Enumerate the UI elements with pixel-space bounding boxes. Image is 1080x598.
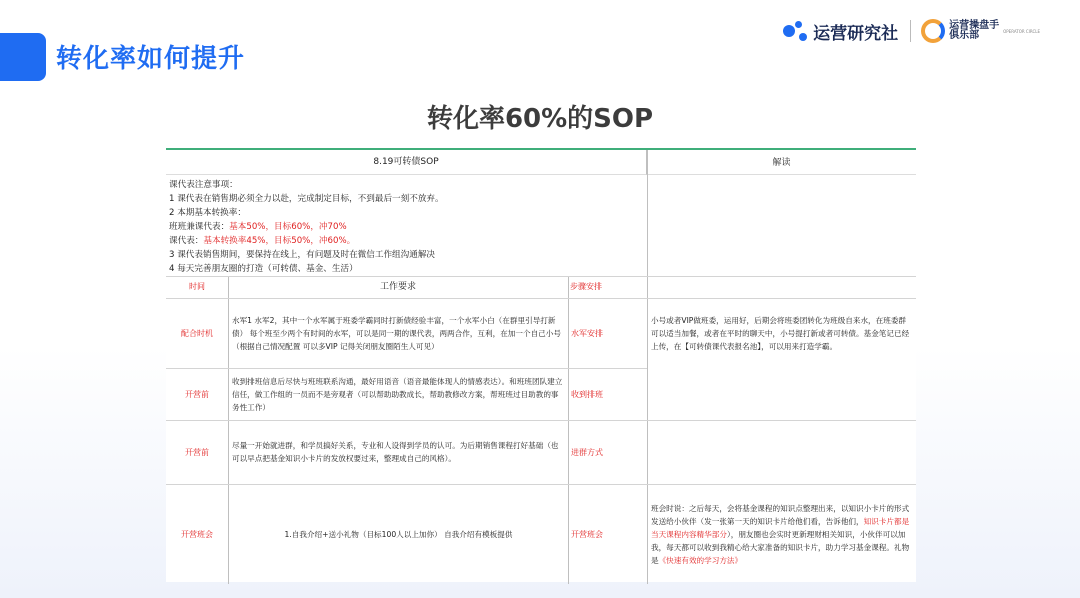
row-interpretation: 班会时说：之后每天，会将基金课程的知识点整理出来，以知识小卡片的形式发送给小伙伴（发一张第一天的知识卡片给他们看，告诉他们，知识卡片都是当天课程内容精华部分），朋友圈也会实时更新理财相关知识，小伙伴可以加我，每天都可以收到我精心给大家准备的知识卡片，助力学习基金课程。礼物是《快速有效的学习方法》 — [651, 504, 910, 565]
club-ring-icon — [921, 19, 945, 43]
brand-divider — [910, 20, 911, 42]
row-step: 水军安排 — [571, 328, 603, 338]
note-line: 1 课代表在销售期必须全力以赴，完成制定目标，不到最后一刻不放弃。 — [169, 194, 444, 204]
brand-logo — [783, 18, 1040, 44]
note-line: 3 课代表销售期间，要保持在线上，有问题及时在微信工作组沟通解决 — [169, 250, 436, 260]
row-interpretation: 小号或者VIP做班委，运用好，后期会将班委团转化为班级自来水，在班委群可以适当加餐，或者在平时的聊天中，小号提打新或者可转债。基金笔记已经上传，在【可转债课代表报名池】，可以用来打造学霸。 — [651, 315, 910, 351]
note-line: 4 每天完善朋友圈的打造（可转债、基金、生活） — [169, 264, 358, 274]
notes-block — [169, 178, 644, 276]
col-header-time: 时间 — [189, 282, 205, 291]
row-time: 开营班会 — [181, 530, 213, 539]
brand-name: 运营研究社 — [813, 23, 899, 44]
row-time: 开营前 — [185, 447, 209, 457]
col-header-requirement: 工作要求 — [379, 282, 416, 292]
note-line: 课代表注意事项： — [169, 180, 238, 190]
brand-dots-icon — [783, 21, 809, 41]
sop-title: 转化率60%的SOP — [426, 104, 654, 134]
note-line: 班班兼课代表：基本50%，目标60%，冲70% — [169, 222, 347, 232]
club-subtitle: OPERATOR CIRCLE — [1003, 28, 1040, 34]
row-requirement: 水军1 水军2，其中一个水军属于班委学霸同时打新债经验丰富，一个水军小白（在群里引导打新债） 每个班至少两个有时间的水军，可以是同一期的课代表，两两合作，互利，在加一个自己小号（根据自己情况配置 可以多VIP 记得关闭朋友圈陌生人可见） — [232, 315, 561, 351]
note-line: 课代表：基本转换率45%，目标50%，冲60%。 — [169, 236, 356, 246]
row-requirement: 尽量一开始就进群，和学员搞好关系，专业和人设得到学员的认可。为后期销售课程打好基础（也可以早点把基金知识小卡片的发放权要过来，整理成自己的风格）。 — [232, 441, 559, 463]
title-accent-bar — [0, 33, 46, 81]
sheet-header-left: 8.19可转债SOP — [166, 150, 647, 175]
club-name: 运营操盘手 俱乐部 — [949, 20, 1000, 41]
row-step: 收到排班 — [571, 389, 603, 399]
row-requirement: 收到排班信息后尽快与班班联系沟通，最好用语音（语音最能体现人的情感表达）。和班班团队建立信任，做工作组的一员而不是旁观者（可以帮助助教成长，帮助教修改方案，帮班班过目助教的事务性工作） — [232, 376, 563, 412]
sheet-header-right: 解读 — [647, 150, 916, 175]
row-time: 开营前 — [185, 389, 209, 399]
row-step: 进群方式 — [571, 447, 603, 457]
page-title: 转化率如何提升 — [56, 44, 246, 74]
row-requirement: 1.自我介绍+送小礼物（目标100人以上加你） 自我介绍有模板提供 — [284, 530, 513, 539]
col-header-step: 步骤安排 — [570, 282, 602, 291]
note-line: 2 本期基本转换率： — [169, 208, 246, 218]
row-time: 配合时机 — [181, 328, 213, 338]
sop-spreadsheet — [166, 148, 916, 582]
row-step: 开营班会 — [571, 530, 603, 539]
